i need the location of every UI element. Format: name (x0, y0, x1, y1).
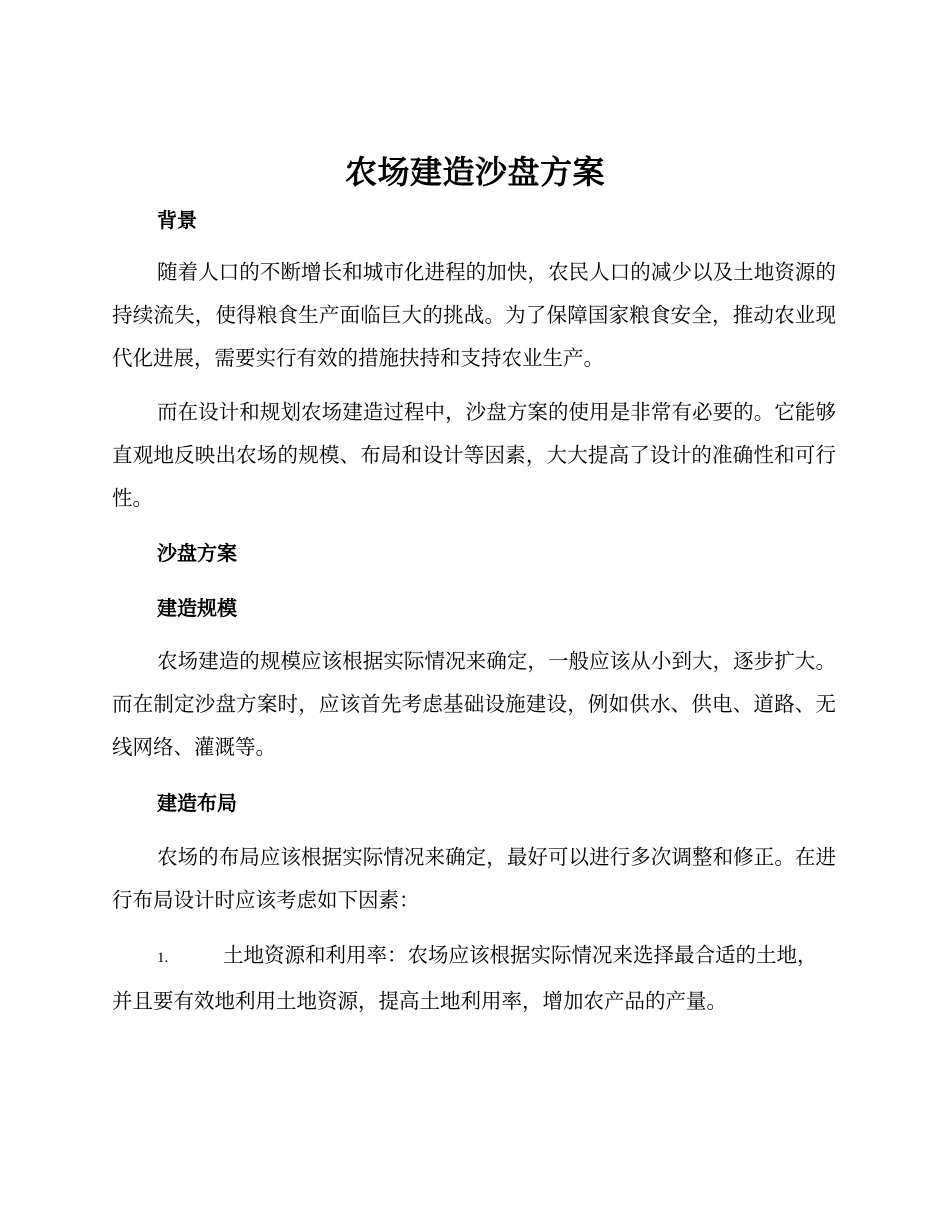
section-heading-construction-layout: 建造布局 (157, 791, 237, 815)
section-heading-background: 背景 (157, 208, 197, 232)
list-item-text: 土地资源和利用率：农场应该根据实际情况来选择最合适的土地，并且要有效地利用土地资源，提高土地利用率，增加农产品的产量。 (112, 943, 818, 1013)
background-paragraph-2: 而在设计和规划农场建造过程中，沙盘方案的使用是非常有必要的。它能够直观地反映出农场的规模、布局和设计等因素，大大提高了设计的准确性和可行性。 (112, 400, 836, 510)
scale-paragraph: 农场建造的规模应该根据实际情况来确定，一般应该从小到大，逐步扩大。而在制定沙盘方案时，应该首先考虑基础设施建设，例如供水、供电、道路、无线网络、灌溉等。 (112, 649, 836, 759)
section-heading-construction-scale: 建造规模 (157, 596, 237, 620)
list-item (112, 934, 836, 1023)
document-title: 农场建造沙盘方案 (344, 153, 605, 191)
section-heading-sandtable-plan: 沙盘方案 (157, 541, 237, 565)
background-paragraph-1: 随着人口的不断增长和城市化进程的加快，农民人口的减少以及土地资源的持续流失，使得粮食生产面临巨大的挑战。为了保障国家粮食安全，推动农业现代化进展，需要实行有效的措施扶持和支持农业生产。 (112, 260, 836, 370)
layout-paragraph: 农场的布局应该根据实际情况来确定，最好可以进行多次调整和修正。在进行布局设计时应该考虑如下因素： (112, 845, 836, 912)
list-item-number: 1. (157, 950, 169, 966)
